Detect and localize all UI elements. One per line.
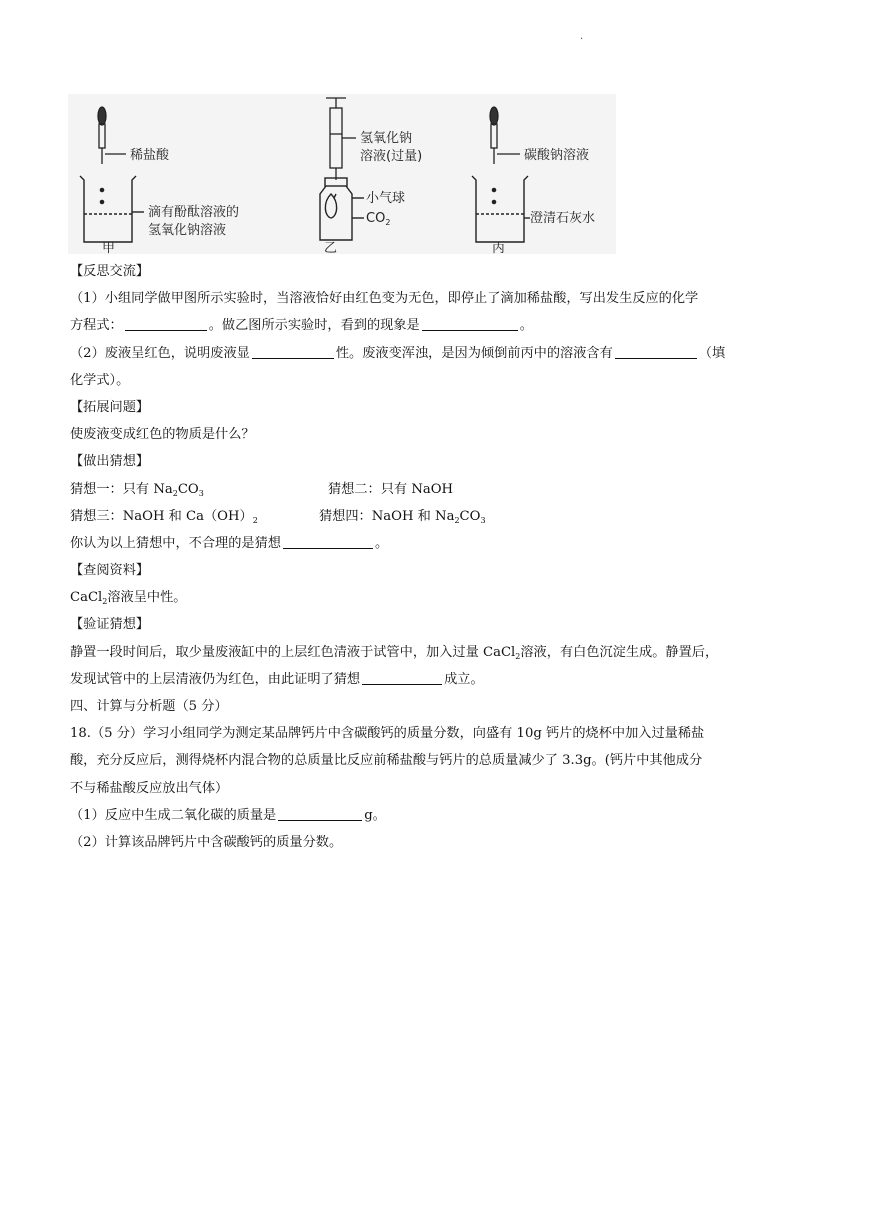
verify-line2 [70, 666, 805, 693]
q18-sub1 [70, 802, 805, 829]
dropper-bing [490, 107, 520, 164]
answer-blank-verify[interactable] [362, 669, 442, 685]
verify-2-a: 发现试管中的上层清液仍为红色，由此证明了猜想 [70, 671, 361, 687]
label-co2-sub: 2 [385, 218, 391, 227]
verify-1-a: 静置一段时间后，取少量废液缸中的上层红色清液于试管中，加入过量 CaCl [70, 644, 516, 660]
section-reflect: 【反思交流】 [70, 264, 150, 279]
info-text [70, 584, 805, 611]
extend-question: 使废液变成红色的物质是什么？ [70, 427, 255, 443]
guess-4-b: CO [459, 508, 481, 524]
q1-text-c: 。 [519, 318, 533, 334]
section-info: 【查阅资料】 [70, 563, 150, 579]
q2-text-b: 性。废液变浑浊，是因为倾倒前丙中的溶液含有 [335, 345, 613, 361]
q18-sub1-a: （1）反应中生成二氧化碳的质量是 [70, 807, 277, 823]
guess-4-sub2: 3 [480, 515, 486, 525]
beaker-jia [80, 176, 144, 242]
verify-line1 [70, 639, 805, 666]
answer-blank-co2-mass[interactable] [278, 805, 362, 821]
q1-text-b: 。做乙图所示实验时，看到的现象是 [208, 318, 420, 334]
dropper-jia [98, 107, 126, 164]
guess-2: 猜想二：只有 NaOH [328, 481, 454, 497]
guess-q-b: 。 [375, 535, 389, 551]
guess-1-a: 猜想一：只有 Na [70, 481, 173, 497]
q2-line1 [70, 340, 805, 367]
bottle-yi [320, 178, 364, 240]
q1-line2 [70, 312, 805, 339]
guess-4-a: 猜想四：NaOH 和 Na [319, 508, 455, 524]
guess-row-2 [70, 503, 805, 530]
q2-line2: 化学式）。 [70, 372, 130, 388]
info-b: 溶液呈中性。 [107, 590, 187, 606]
q1-text-a: 方程式： [70, 318, 123, 334]
guess-1-sub2: 3 [198, 488, 204, 498]
section-extend: 【拓展问题】 [70, 399, 150, 415]
answer-blank-property[interactable] [252, 343, 334, 359]
q18-line2: 酸，充分反应后，测得烧杯内混合物的总质量比反应前稀盐酸与钙片的总质量减少了 3.3g。(钙片中其他成分 [70, 753, 703, 769]
q2-text-c: （填 [698, 345, 726, 361]
header-mark: · [580, 34, 584, 45]
guess-row-1 [70, 476, 805, 503]
guess-question [70, 530, 805, 557]
syringe-yi [326, 98, 356, 180]
q18-sub1-b: g。 [364, 807, 386, 823]
label-na2co3: 碳酸钠溶液 [524, 148, 590, 163]
guess-q-a: 你认为以上猜想中，不合理的是猜想 [70, 535, 281, 551]
label-balloon: 小气球 [366, 191, 406, 206]
label-phenolphthalein-2: 氢氧化钠溶液 [148, 223, 227, 238]
section-verify: 【验证猜想】 [70, 617, 150, 633]
answer-blank-phenomenon[interactable] [422, 315, 518, 331]
caption-yi: 乙 [324, 241, 338, 254]
label-naoh-1: 氢氧化钠 [360, 131, 413, 146]
label-co2 [366, 211, 390, 227]
label-phenolphthalein-1: 滴有酚酞溶液的 [148, 205, 240, 220]
question-body [70, 258, 805, 856]
q18-line3: 不与稀盐酸反应放出气体） [70, 780, 229, 796]
section-calc: 四、计算与分析题（5 分） [70, 699, 228, 714]
q18-sub2: （2）计算该品牌钙片中含碳酸钙的质量分数。 [70, 834, 343, 850]
q18-line1: 18.（5 分）学习小组同学为测定某品牌钙片中含碳酸钙的质量分数，向盛有 10g 钙片的烧杯中加入过量稀盐 [70, 726, 705, 742]
answer-blank-equation[interactable] [125, 315, 207, 331]
info-sub: 2 [102, 597, 108, 607]
guess-4-sub1: 2 [454, 515, 460, 525]
experiment-figure [68, 94, 616, 254]
label-limewater: 澄清石灰水 [530, 211, 596, 226]
experiment-diagram [68, 94, 616, 254]
q2-text-a: （2）废液呈红色，说明废液显 [70, 345, 250, 361]
label-co2-main: CO [366, 211, 386, 226]
section-guess: 【做出猜想】 [70, 454, 150, 470]
q1-line1: （1）小组同学做甲图所示实验时，当溶液恰好由红色变为无色，即停止了滴加稀盐酸，写出发生反应的化学 [70, 291, 699, 307]
verify-2-b: 成立。 [444, 671, 484, 687]
guess-3-a: 猜想三：NaOH 和 Ca（OH） [70, 508, 253, 524]
guess-1-b: CO [177, 481, 199, 497]
guess-3-sub: 2 [252, 515, 258, 525]
label-naoh-2: 溶液(过量) [360, 149, 423, 164]
answer-blank-formula[interactable] [615, 343, 697, 359]
label-dilute-hcl: 稀盐酸 [130, 148, 170, 163]
beaker-bing [472, 176, 530, 242]
info-a: CaCl [70, 590, 103, 606]
caption-bing: 丙 [492, 241, 506, 254]
guess-4 [319, 509, 486, 524]
answer-blank-guess[interactable] [283, 533, 373, 549]
caption-jia: 甲 [102, 241, 116, 254]
verify-1-b: 溶液，有白色沉淀生成。静置后， [520, 644, 719, 660]
guess-1-sub1: 2 [172, 488, 178, 498]
verify-1-sub: 2 [515, 651, 521, 661]
